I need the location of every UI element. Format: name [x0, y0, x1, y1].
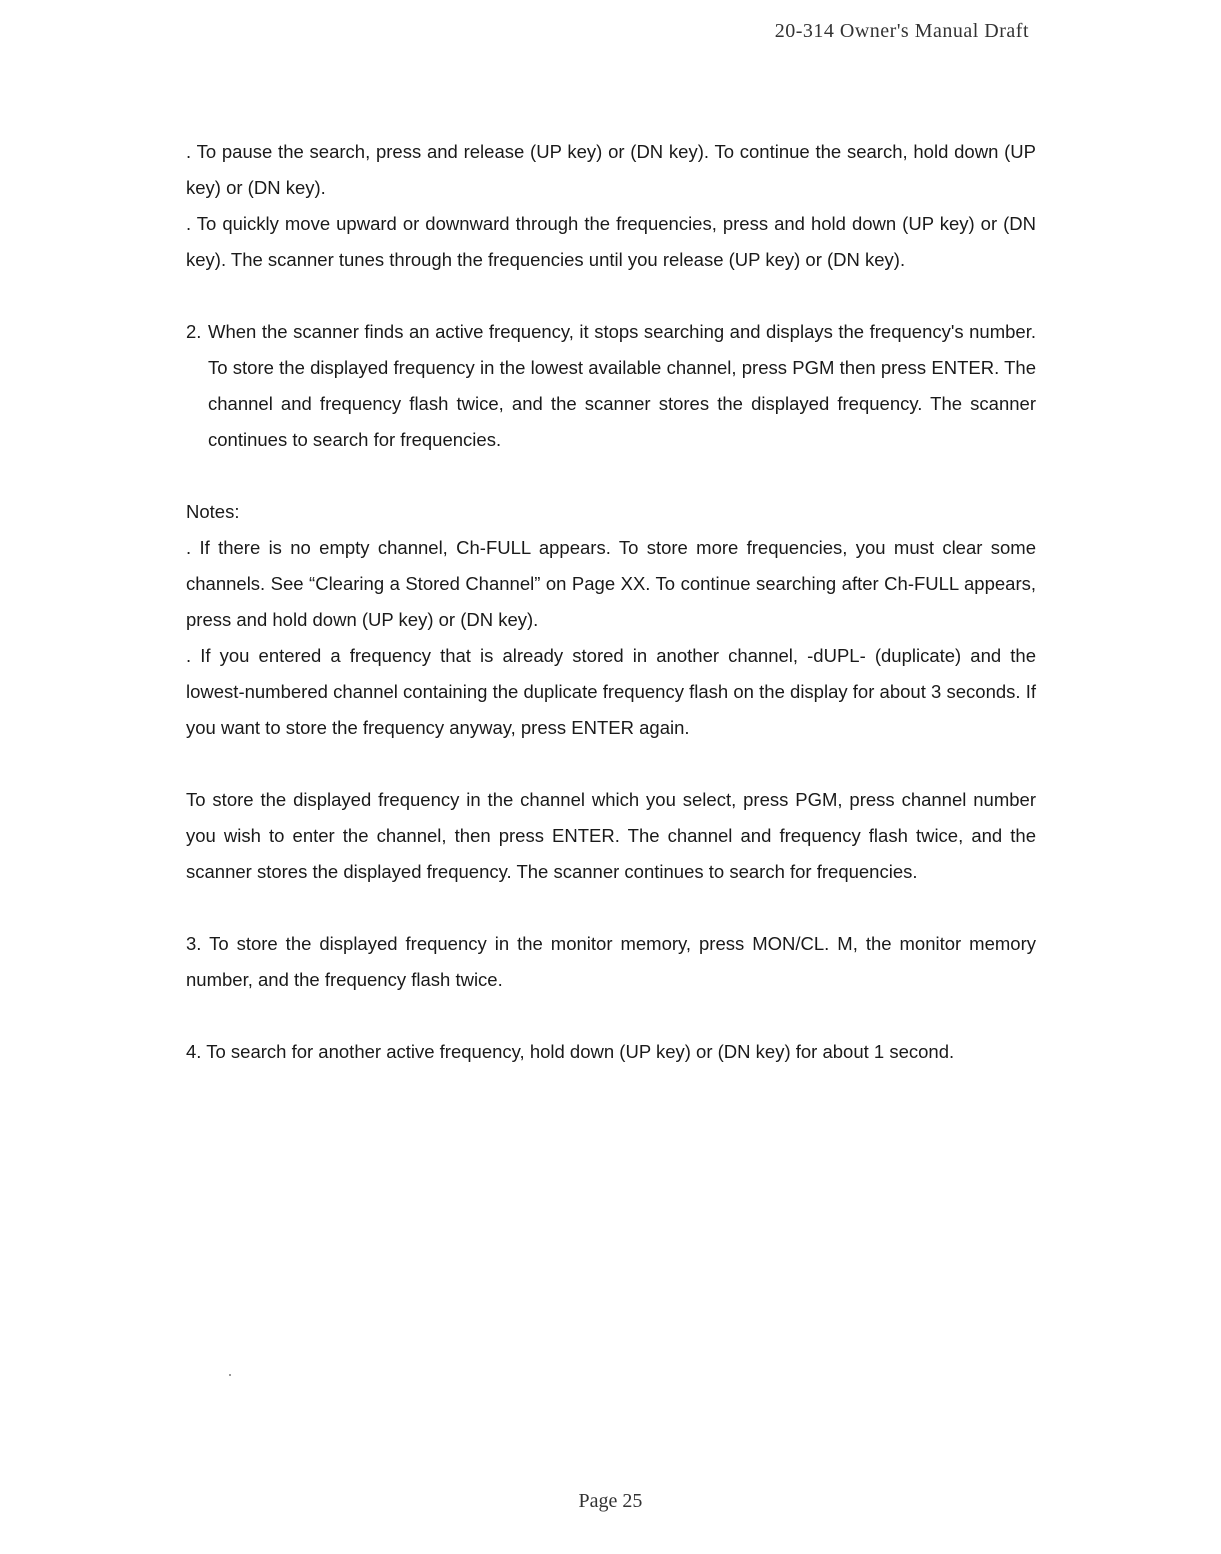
spacer	[186, 890, 1036, 926]
step-2	[186, 314, 1036, 458]
scan-speck	[229, 1374, 231, 1376]
step-2-number: 2.	[186, 321, 202, 342]
manual-body	[186, 134, 1036, 1070]
spacer	[186, 746, 1036, 782]
spacer	[186, 278, 1036, 314]
page-header: 20-314 Owner's Manual Draft	[774, 20, 1029, 42]
step-4: 4. To search for another active frequency, hold down (UP key) or (DN key) for about 1 second.	[186, 1041, 955, 1062]
bullet-quick-move: . To quickly move upward or downward through the frequencies, press and hold down (UP key) or (DN key). The scanner tunes through the frequencies until you release (UP key) or (DN key).	[186, 213, 1036, 270]
step-2-text: When the scanner finds an active frequency, it stops searching and displays the frequency's number. To store the displayed frequency in the lowest available channel, press PGM then press ENTER. The channel and frequency flash twice, and the scanner stores the displayed frequency. The scanner continues to search for frequencies.	[208, 321, 1036, 450]
page-number: Page 25	[578, 1490, 643, 1512]
store-selected-channel: To store the displayed frequency in the channel which you select, press PGM, press channel number you wish to enter the channel, then press ENTER. The channel and frequency flash twice, and the scanner stores the displayed frequency. The scanner continues to search for frequencies.	[186, 789, 1036, 882]
notes-heading: Notes:	[186, 501, 240, 522]
note-ch-full: . If there is no empty channel, Ch-FULL appears. To store more frequencies, you must clear some channels. See “Clearing a Stored Channel” on Page XX. To continue searching after Ch-FULL appears, press and hold down (UP key) or (DN key).	[186, 537, 1036, 630]
spacer	[186, 998, 1036, 1034]
bullet-pause-search: . To pause the search, press and release (UP key) or (DN key). To continue the search, hold down (UP key) or (DN key).	[186, 141, 1036, 198]
step-3: 3. To store the displayed frequency in the monitor memory, press MON/CL. M, the monitor memory number, and the frequency flash twice.	[186, 933, 1036, 990]
note-duplicate: . If you entered a frequency that is already stored in another channel, -dUPL- (duplicate) and the lowest-numbered channel containing the duplicate frequency flash on the display for about 3 seconds. If you want to store the frequency anyway, press ENTER again.	[186, 645, 1036, 738]
spacer	[186, 458, 1036, 494]
